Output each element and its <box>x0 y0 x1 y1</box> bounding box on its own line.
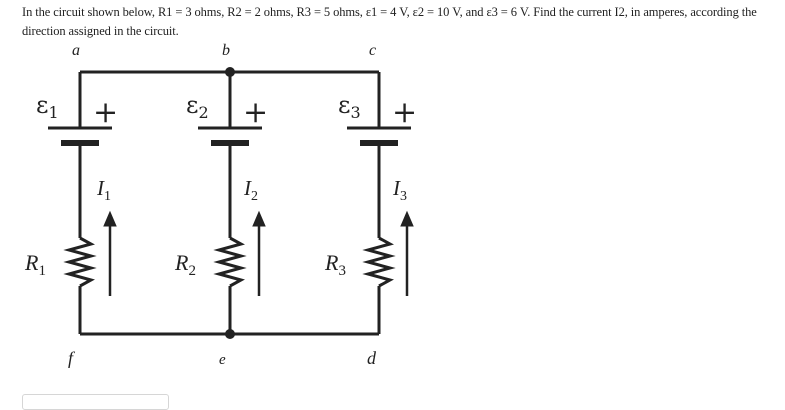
plus-sign-1: + <box>93 95 119 130</box>
resistor-r3 <box>368 238 390 286</box>
plus-sign-3: + <box>392 95 418 130</box>
resistor-r2 <box>219 238 241 286</box>
current-arrow-2-head <box>253 212 265 226</box>
node-label-a: a <box>72 42 80 59</box>
resistor-label-1: $R_1$ <box>25 250 46 279</box>
node-label-f: f <box>68 348 74 368</box>
resistor-label-3: $R_3$ <box>325 250 346 279</box>
plus-sign-2: + <box>243 95 269 130</box>
question-line-2: direction assigned in the circuit. <box>22 24 179 38</box>
emf-label-2: $\varepsilon_2$ <box>186 91 209 122</box>
resistor-r1 <box>69 238 91 286</box>
node-label-d: d <box>367 348 376 368</box>
emf-label-1: $\varepsilon_1$ <box>36 91 59 122</box>
current-label-1: $I_1$ <box>97 176 111 204</box>
junction-e <box>225 329 235 339</box>
question-line-1: In the circuit shown below, R1 = 3 ohms, R2 = 2 ohms, R3 = 5 ohms, ε1 = 4 V, ε2 = 10 V, and ε3 = 6 V. Find the current I2, in amperes, according the <box>22 5 757 19</box>
current-label-2: $I_2$ <box>244 176 258 204</box>
resistor-label-2: $R_2$ <box>175 250 196 279</box>
answer-input[interactable] <box>22 394 169 410</box>
current-arrow-1-head <box>104 212 116 226</box>
node-label-c: c <box>369 42 377 59</box>
node-label-b: b <box>222 42 230 59</box>
node-label-e: e <box>219 352 226 368</box>
current-arrow-3-head <box>401 212 413 226</box>
current-label-3: $I_3$ <box>393 176 407 204</box>
junction-b <box>225 67 235 77</box>
emf-label-3: $\varepsilon_3$ <box>338 91 361 122</box>
